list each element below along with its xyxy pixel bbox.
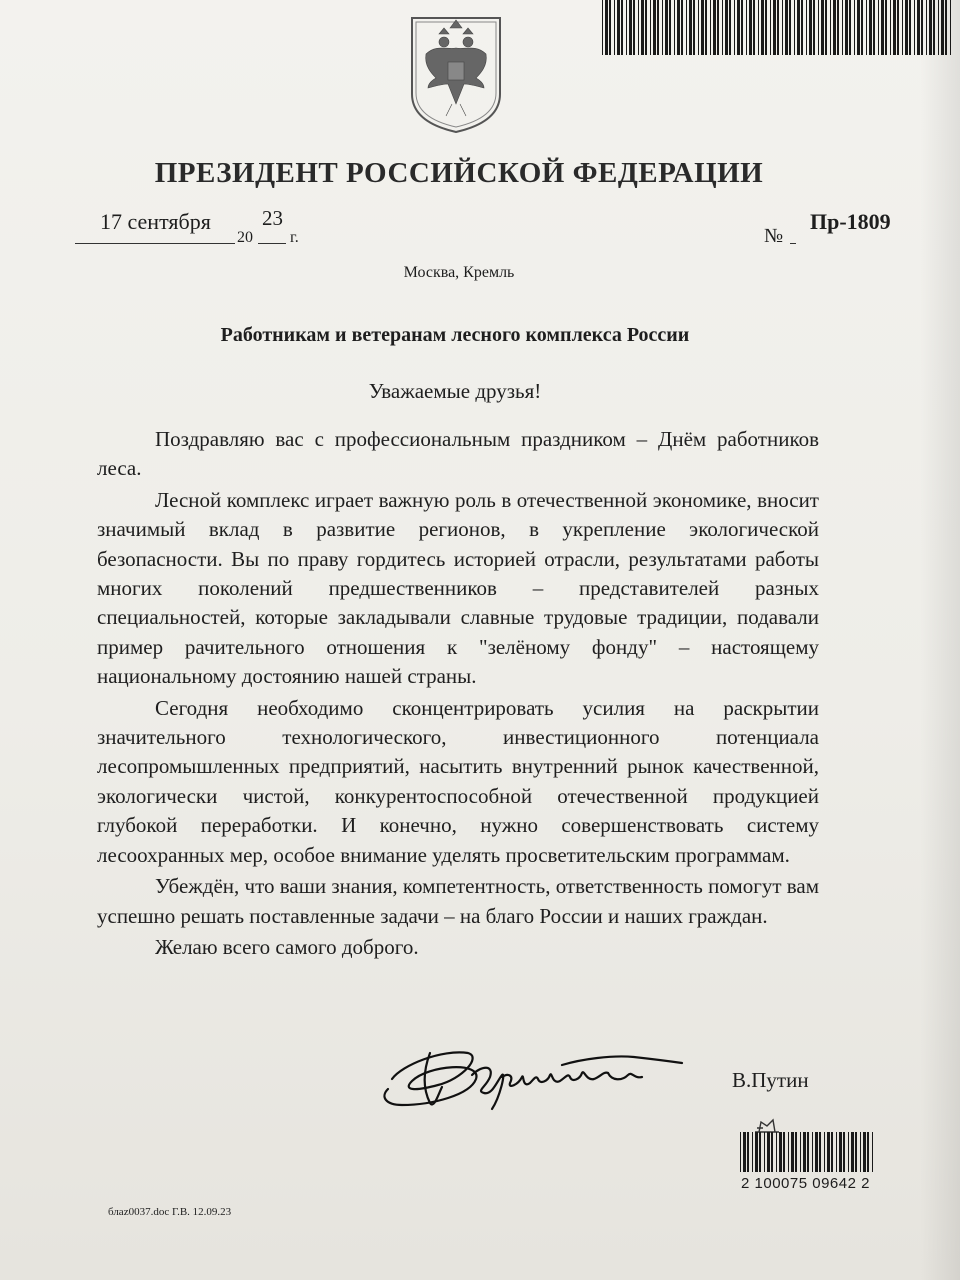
paragraph: Убеждён, что ваши знания, компетентность, ответственность помогут вам успешно решать поставленные задачи – на благо России и наших граждан. xyxy=(97,874,819,928)
barcode-bar xyxy=(710,0,711,55)
barcode-bar xyxy=(797,0,800,55)
paragraph: Поздравляю вас с профессиональным праздником – Днём работников леса. xyxy=(97,427,819,481)
barcode-bar xyxy=(845,0,848,55)
barcode-bar xyxy=(741,0,743,55)
barcode-bar xyxy=(653,0,656,55)
barcode-bar xyxy=(831,1132,833,1172)
barcode-bar xyxy=(950,0,951,55)
barcode-bar xyxy=(713,0,716,55)
barcode-bar xyxy=(743,1132,746,1172)
barcode-bar xyxy=(789,0,791,55)
barcode-bar xyxy=(729,0,731,55)
barcode-bar xyxy=(921,0,923,55)
barcode-bar xyxy=(758,0,759,55)
barcode-bar xyxy=(633,0,635,55)
paragraph: Лесной комплекс играет важную роль в отечественной экономике, вносит значимый вклад в развитие регионов, в укрепление экологической безопасности. Вы по праву гордитесь историей отрасли, результатами работы многих поколений предшественников – представителей разных специальностей, которые закладывали славные трудовые традиции, подавали пример рачительного отношения к "зелёному фонду" – настоящему национальному достоянию нашей страны. xyxy=(97,487,819,689)
barcode-bar xyxy=(764,1132,765,1172)
barcode-bar xyxy=(609,0,611,55)
barcode-bar xyxy=(765,0,767,55)
barcode-bar xyxy=(855,1132,857,1172)
barcode-bar xyxy=(842,0,843,55)
document-heading: ПРЕЗИДЕНТ РОССИЙСКОЙ ФЕДЕРАЦИИ xyxy=(154,157,764,189)
barcode-bar xyxy=(693,0,695,55)
barcode-bar xyxy=(788,1132,789,1172)
state-emblem-icon xyxy=(406,14,506,134)
date-year-suffix: г. xyxy=(290,229,299,246)
barcode-bar xyxy=(686,0,687,55)
barcode-bar xyxy=(777,0,779,55)
barcode-bar xyxy=(824,1132,825,1172)
barcode-bar xyxy=(860,1132,861,1172)
barcode-bar xyxy=(873,0,875,55)
barcode-bar xyxy=(794,0,795,55)
year-underline xyxy=(258,243,286,244)
barcode-bar xyxy=(878,0,879,55)
barcode-bar xyxy=(669,0,671,55)
barcode-bar xyxy=(902,0,903,55)
barcode-bar xyxy=(717,0,719,55)
letter-body xyxy=(97,425,819,964)
barcode-bar xyxy=(839,1132,842,1172)
barcode-bar xyxy=(761,0,764,55)
barcode-bar xyxy=(866,0,867,55)
barcode-bar xyxy=(740,1132,741,1172)
barcode-bar xyxy=(725,0,728,55)
barcode-bar xyxy=(701,0,704,55)
barcode-bar xyxy=(849,0,851,55)
barcode-bar xyxy=(893,0,896,55)
date-year: 23 xyxy=(262,206,283,230)
paragraph: Желаю всего самого доброго. xyxy=(155,934,419,959)
barcode-bar xyxy=(806,0,807,55)
barcode-bar xyxy=(917,0,920,55)
barcode-bar xyxy=(863,1132,866,1172)
barcode-bar xyxy=(674,0,675,55)
barcode-bar xyxy=(752,1132,753,1172)
barcode-bar xyxy=(657,0,659,55)
barcode-bar xyxy=(851,1132,854,1172)
barcode-bar xyxy=(677,0,680,55)
date-underline xyxy=(75,243,235,244)
barcode-bar xyxy=(827,1132,830,1172)
greeting: Уважаемые друзья! xyxy=(368,379,542,403)
barcode-bar xyxy=(602,0,603,55)
barcode-bar xyxy=(926,0,927,55)
barcode-bar xyxy=(801,0,803,55)
barcode-bar xyxy=(897,0,899,55)
addressee: Работникам и ветеранам лесного комплекса России xyxy=(220,324,690,346)
barcode-bar xyxy=(779,1132,782,1172)
paragraph: Сегодня необходимо сконцентрировать усилия на раскрытии значительного технологического, инвестиционного потенциала лесопромышленных предприятий, насытить внутренний рынок качественной, экологически чистой, конкурентоспособной отечественной продукцией глубокой переработки. И конечно, нужно совершенствовать систему лесоохранных мер, особое внимание уделять просветительским программам. xyxy=(97,695,819,867)
barcode-bar xyxy=(812,1132,813,1172)
barcode-bar xyxy=(734,0,735,55)
barcode-bar xyxy=(689,0,692,55)
barcode-bar xyxy=(665,0,668,55)
barcode-bar xyxy=(698,0,699,55)
barcode-bar xyxy=(938,0,939,55)
barcode-bar xyxy=(650,0,651,55)
barcode-bar xyxy=(836,1132,837,1172)
barcode-bar xyxy=(881,0,884,55)
barcode-bar xyxy=(809,0,812,55)
barcode-bar xyxy=(791,1132,794,1172)
barcode-bar xyxy=(885,0,887,55)
barcode-bar xyxy=(782,0,783,55)
barcode-bar xyxy=(800,1132,801,1172)
file-reference: блаz0037.doc Г.В. 12.09.23 xyxy=(108,1206,232,1218)
barcode-bar xyxy=(890,0,891,55)
barcode-bar xyxy=(722,0,723,55)
barcode-bar xyxy=(929,0,932,55)
barcode-bar xyxy=(605,0,608,55)
barcode-bar xyxy=(830,0,831,55)
barcode-bar xyxy=(746,0,747,55)
signature-icon xyxy=(372,1035,692,1115)
barcode-bar xyxy=(783,1132,785,1172)
barcode-bar xyxy=(621,0,623,55)
barcode-bar xyxy=(770,0,771,55)
barcode-bar xyxy=(785,0,788,55)
number-underline xyxy=(790,243,796,244)
date-day-month: 17 сентября xyxy=(100,209,211,234)
barcode-bar xyxy=(773,0,776,55)
document-number: Пр-1809 xyxy=(810,209,891,234)
barcode-bar xyxy=(905,0,908,55)
barcode-bar xyxy=(818,0,819,55)
barcode-bar xyxy=(617,0,620,55)
barcode-bar xyxy=(747,1132,749,1172)
barcode-bar xyxy=(854,0,855,55)
barcode-bar xyxy=(914,0,915,55)
barcode-bar xyxy=(771,1132,773,1172)
barcode-bar xyxy=(867,1132,869,1172)
signer-name: В.Путин xyxy=(732,1068,809,1092)
barcode-bar xyxy=(833,0,836,55)
barcode-bar xyxy=(705,0,707,55)
barcode-bar xyxy=(945,0,947,55)
barcode-bar xyxy=(759,1132,761,1172)
barcode-top xyxy=(600,0,955,55)
barcode-bar xyxy=(755,1132,758,1172)
barcode-bar xyxy=(629,0,632,55)
barcode-bar xyxy=(813,0,815,55)
barcode-bar xyxy=(837,0,839,55)
barcode-bar xyxy=(848,1132,849,1172)
barcode-bar xyxy=(869,0,872,55)
barcode-bar xyxy=(857,0,860,55)
barcode-bar xyxy=(819,1132,821,1172)
barcode-bar xyxy=(825,0,827,55)
barcode-bar xyxy=(821,0,824,55)
barcode-bar xyxy=(803,1132,806,1172)
barcode-number: 2 100075 09642 2 xyxy=(741,1175,870,1192)
barcode-bar xyxy=(626,0,627,55)
barcode-bar xyxy=(737,0,740,55)
barcode-bar xyxy=(749,0,752,55)
barcode-bar xyxy=(681,0,683,55)
barcode-bottom xyxy=(738,1132,876,1172)
barcode-bar xyxy=(641,0,644,55)
barcode-bar xyxy=(872,1132,873,1172)
date-century: 20 xyxy=(237,229,253,246)
place-line: Москва, Кремль xyxy=(403,264,515,281)
barcode-bar xyxy=(909,0,911,55)
barcode-bar xyxy=(843,1132,845,1172)
barcode-bar xyxy=(807,1132,809,1172)
barcode-bar xyxy=(662,0,663,55)
barcode-bar xyxy=(645,0,647,55)
barcode-bar xyxy=(638,0,639,55)
barcode-bar xyxy=(753,0,755,55)
barcode-bar xyxy=(941,0,944,55)
barcode-bar xyxy=(795,1132,797,1172)
barcode-bar xyxy=(815,1132,818,1172)
barcode-bar xyxy=(933,0,935,55)
number-label: № xyxy=(764,225,784,247)
barcode-bar xyxy=(861,0,863,55)
barcode-bar xyxy=(767,1132,770,1172)
barcode-bar xyxy=(776,1132,777,1172)
barcode-bar xyxy=(614,0,615,55)
